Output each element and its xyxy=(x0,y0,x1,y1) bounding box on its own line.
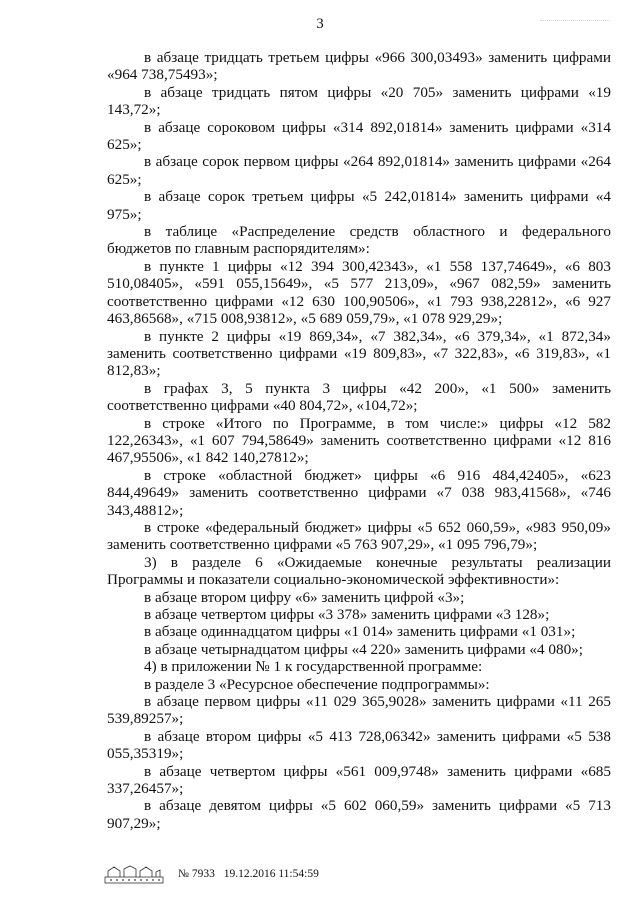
registration-number: № 7933 xyxy=(178,868,215,880)
paragraph-12: в строке «федеральный бюджет» цифры «5 652 060,59», «983 950,09» заменить соответственно цифрами «5 763 907,29», «1 095 796,79»; xyxy=(107,518,611,554)
paragraph-1: в абзаце тридцать третьем цифры «966 300,03493» заменить цифрами «964 738,75493»; xyxy=(107,49,611,84)
document-footer xyxy=(104,862,325,886)
paragraph-23: в абзаце девятом цифры «5 602 060,59» заменить цифрами «5 713 907,29»; xyxy=(107,797,611,832)
paragraph-9: в графах 3, 5 пункта 3 цифры «42 200», «1 500» заменить соответственно цифрами «40 804,72», «104,72»; xyxy=(107,379,611,415)
paragraph-10: в строке «Итого по Программе, в том числе:» цифры «12 582 122,26343», «1 607 794,58649» заменить соответственно цифрами «12 816 467,95506», «1 842 140,27812»; xyxy=(107,414,611,467)
paragraph-17: в абзаце четырнадцатом цифры «4 220» заменить цифрами «4 080»; xyxy=(144,640,583,658)
paragraph-14: в абзаце втором цифру «6» заменить цифрой «3»; xyxy=(144,588,465,606)
paragraph-2: в абзаце тридцать пятом цифры «20 705» заменить цифрами «19 143,72»; xyxy=(107,83,611,119)
paragraph-11: в строке «областной бюджет» цифры «6 916 484,42405», «623 844,49649» заменить соответственно цифрами «7 038 983,41568», «746 343,48812»; xyxy=(107,466,611,519)
paragraph-18: 4) в приложении № 1 к государственной программе: xyxy=(144,658,483,676)
paragraph-19: в разделе 3 «Ресурсное обеспечение подпрограммы»: xyxy=(144,675,490,693)
page-number: 3 xyxy=(316,16,324,32)
paragraph-16: в абзаце одиннадцатом цифры «1 014» заменить цифрами «1 031»; xyxy=(144,623,576,641)
scan-speck xyxy=(540,20,610,27)
registration-stamp xyxy=(178,868,325,880)
paragraph-5: в абзаце сорок третьем цифры «5 242,01814» заменить цифрами «4 975»; xyxy=(107,188,611,223)
paragraph-4: в абзаце сорок первом цифры «264 892,01814» заменить цифрами «264 625»; xyxy=(107,153,611,188)
document-body xyxy=(107,49,611,832)
paragraph-7: в пункте 1 цифры «12 394 300,42343», «1 558 137,74649», «6 803 510,08405», «591 055,15649», «5 577 213,09», «967 082,59» заменить соответственно цифрами «12 630 100,90506», «1 793 938,22812», «6 927 463,86568», «715 008,93812», «5 689 059,79», «1 078 929,29»; xyxy=(107,257,611,328)
paragraph-15: в абзаце четвертом цифры «3 378» заменить цифрами «3 128»; xyxy=(144,606,550,623)
paragraph-20: в абзаце первом цифры «11 029 365,9028» заменить цифрами «11 265 539,89257»; xyxy=(107,693,611,728)
paragraph-3: в абзаце сороковом цифры «314 892,01814» заменить цифрами «314 625»; xyxy=(107,118,611,154)
registration-datetime: 19.12.2016 11:54:59 xyxy=(223,868,319,880)
paragraph-21: в абзаце втором цифры «5 413 728,06342» заменить цифрами «5 538 055,35319»; xyxy=(107,727,611,763)
paragraph-13: 3) в разделе 6 «Ожидаемые конечные результаты реализации Программы и показатели социально-экономической эффективности»: xyxy=(107,553,611,589)
paragraph-6: в таблице «Распределение средств областного и федерального бюджетов по главным распорядителям»: xyxy=(107,223,611,258)
paragraph-8: в пункте 2 цифры «19 869,34», «7 382,34», «6 379,34», «1 872,34» заменить соответственно цифрами «19 809,83», «7 322,83», «6 319,83», «1 812,83»; xyxy=(107,327,611,380)
stamp-logo-icon xyxy=(104,863,164,885)
paragraph-22: в абзаце четвертом цифры «561 009,9748» заменить цифрами «685 337,26457»; xyxy=(107,762,611,798)
